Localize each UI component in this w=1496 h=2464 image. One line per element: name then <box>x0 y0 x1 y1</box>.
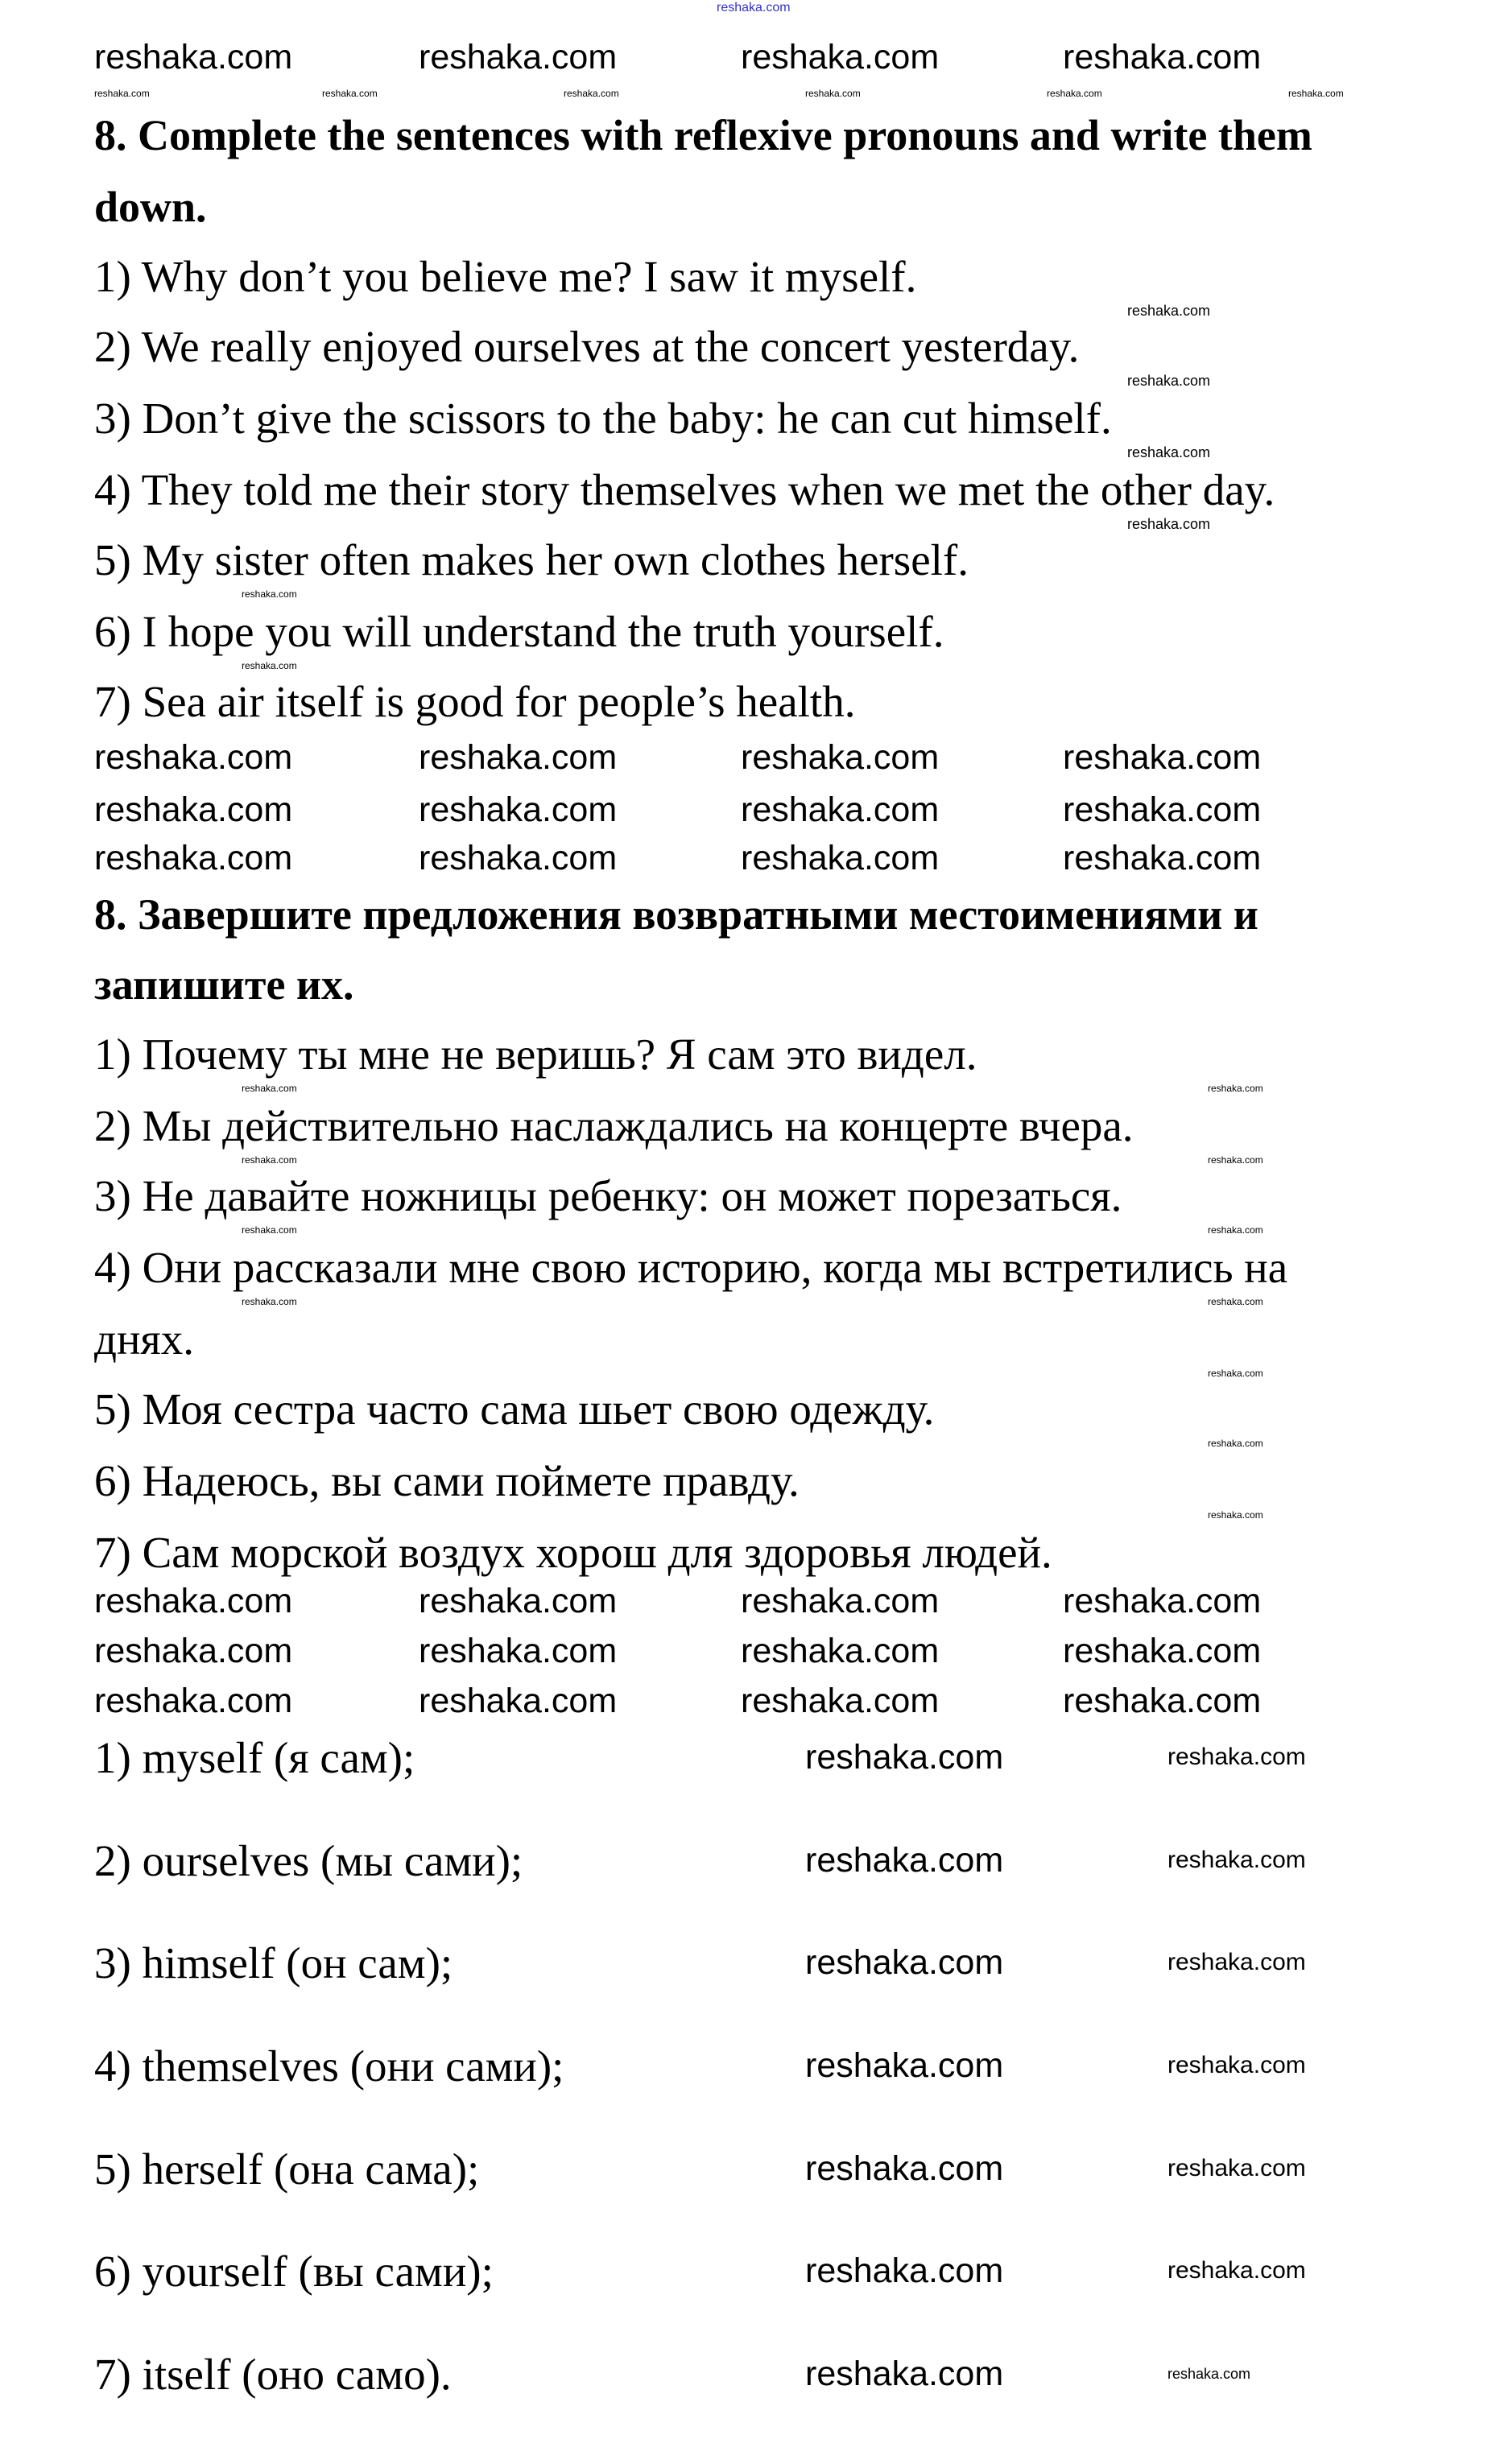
watermark: reshaka.com <box>1288 88 1344 99</box>
watermark: reshaka.com <box>242 1154 297 1166</box>
exercise-heading-ru: 8. Завершите предложения возвратными местоимениями и <box>94 890 1258 939</box>
watermark: reshaka.com <box>1063 738 1262 777</box>
watermark: reshaka.com <box>94 1632 293 1670</box>
watermark: reshaka.com <box>805 2355 1004 2393</box>
watermark: reshaka.com <box>242 1083 297 1094</box>
answer-item: 6) yourself (вы сами); <box>94 2247 494 2296</box>
watermark: reshaka.com <box>419 1682 618 1720</box>
watermark: reshaka.com <box>419 839 618 877</box>
watermark: reshaka.com <box>419 1582 618 1620</box>
sentence-en: 7) Sea air itself is good for people’s health. <box>94 677 856 726</box>
watermark: reshaka.com <box>1208 1438 1263 1449</box>
watermark: reshaka.com <box>805 1841 1004 1880</box>
exercise-heading-ru-cont: запишите их. <box>94 960 354 1009</box>
watermark: reshaka.com <box>1063 1632 1262 1670</box>
watermark: reshaka.com <box>1127 373 1211 389</box>
watermark: reshaka.com <box>419 790 618 829</box>
watermark: reshaka.com <box>805 1943 1004 1982</box>
watermark: reshaka.com <box>419 38 618 76</box>
sentence-ru: 2) Мы действительно наслаждались на концерте вчера. <box>94 1101 1134 1150</box>
watermark: reshaka.com <box>94 790 293 829</box>
watermark: reshaka.com <box>1208 1368 1263 1379</box>
watermark: reshaka.com <box>94 38 293 76</box>
watermark: reshaka.com <box>805 1738 1004 1777</box>
watermark: reshaka.com <box>94 88 150 99</box>
watermark: reshaka.com <box>1167 1847 1306 1873</box>
sentence-en: 6) I hope you will understand the truth yourself. <box>94 607 944 656</box>
watermark: reshaka.com <box>1208 1154 1263 1166</box>
watermark: reshaka.com <box>741 790 940 829</box>
watermark: reshaka.com <box>1208 1509 1263 1521</box>
sentence-en: 1) Why don’t you believe me? I saw it myself. <box>94 252 917 301</box>
watermark: reshaka.com <box>805 2251 1004 2290</box>
watermark: reshaka.com <box>242 1296 297 1307</box>
sentence-ru: 5) Моя сестра часто сама шьет свою одежду. <box>94 1385 935 1434</box>
watermark: reshaka.com <box>1167 1744 1306 1770</box>
watermark: reshaka.com <box>1167 2257 1306 2284</box>
watermark: reshaka.com <box>1047 88 1102 99</box>
watermark: reshaka.com <box>94 1682 293 1720</box>
answer-item: 1) myself (я сам); <box>94 1733 415 1782</box>
sentence-en: 4) They told me their story themselves when we met the other day. <box>94 465 1275 514</box>
watermark: reshaka.com <box>1127 303 1211 319</box>
watermark: reshaka.com <box>242 1224 297 1236</box>
watermark: reshaka.com <box>1063 839 1262 877</box>
watermark: reshaka.com <box>1127 444 1211 460</box>
watermark: reshaka.com <box>419 738 618 777</box>
watermark: reshaka.com <box>1167 2155 1306 2181</box>
watermark: reshaka.com <box>322 88 378 99</box>
watermark: reshaka.com <box>1063 1682 1262 1720</box>
exercise-heading-en-cont: down. <box>94 183 207 231</box>
watermark: reshaka.com <box>1208 1083 1263 1094</box>
watermark: reshaka.com <box>741 1582 940 1620</box>
watermark: reshaka.com <box>564 88 619 99</box>
watermark: reshaka.com <box>242 588 297 600</box>
exercise-heading-en: 8. Complete the sentences with reflexive pronouns and write them <box>94 111 1312 159</box>
watermark: reshaka.com <box>741 1632 940 1670</box>
sentence-ru: 3) Не давайте ножницы ребенку: он может порезаться. <box>94 1171 1122 1220</box>
watermark: reshaka.com <box>805 88 861 99</box>
sentence-en: 3) Don’t give the scissors to the baby: he can cut himself. <box>94 394 1112 443</box>
sentence-ru: 4) Они рассказали мне свою историю, когда мы встретились на <box>94 1243 1288 1292</box>
sentence-en: 5) My sister often makes her own clothes herself. <box>94 535 969 584</box>
watermark: reshaka.com <box>1167 2366 1251 2382</box>
watermark: reshaka.com <box>242 660 297 671</box>
watermark: reshaka.com <box>94 839 293 877</box>
watermark: reshaka.com <box>94 1582 293 1620</box>
sentence-ru: 7) Сам морской воздух хорош для здоровья людей. <box>94 1528 1052 1577</box>
answer-item: 7) itself (оно само). <box>94 2350 452 2399</box>
watermark: reshaka.com <box>1063 38 1262 76</box>
site-header-link[interactable]: reshaka.com <box>717 1 791 14</box>
watermark: reshaka.com <box>1167 2052 1306 2078</box>
sentence-ru: 1) Почему ты мне не веришь? Я сам это видел. <box>94 1030 977 1079</box>
watermark: reshaka.com <box>741 839 940 877</box>
watermark: reshaka.com <box>741 38 940 76</box>
answer-item: 5) herself (она сама); <box>94 2144 480 2194</box>
watermark: reshaka.com <box>741 1682 940 1720</box>
watermark: reshaka.com <box>94 738 293 777</box>
watermark: reshaka.com <box>1063 1582 1262 1620</box>
watermark: reshaka.com <box>419 1632 618 1670</box>
sentence-ru: 6) Надеюсь, вы сами поймете правду. <box>94 1456 800 1505</box>
watermark: reshaka.com <box>741 738 940 777</box>
watermark: reshaka.com <box>1208 1224 1263 1236</box>
watermark: reshaka.com <box>805 2046 1004 2085</box>
watermark: reshaka.com <box>1167 1949 1306 1975</box>
sentence-en: 2) We really enjoyed ourselves at the concert yesterday. <box>94 322 1080 371</box>
answer-item: 2) ourselves (мы сами); <box>94 1836 523 1885</box>
answer-item: 4) themselves (они сами); <box>94 2041 564 2090</box>
watermark: reshaka.com <box>1063 790 1262 829</box>
answer-item: 3) himself (он сам); <box>94 1938 453 1987</box>
watermark: reshaka.com <box>805 2149 1004 2188</box>
watermark: reshaka.com <box>1127 516 1211 532</box>
sentence-ru-cont: днях. <box>94 1315 194 1364</box>
watermark: reshaka.com <box>1208 1296 1263 1307</box>
